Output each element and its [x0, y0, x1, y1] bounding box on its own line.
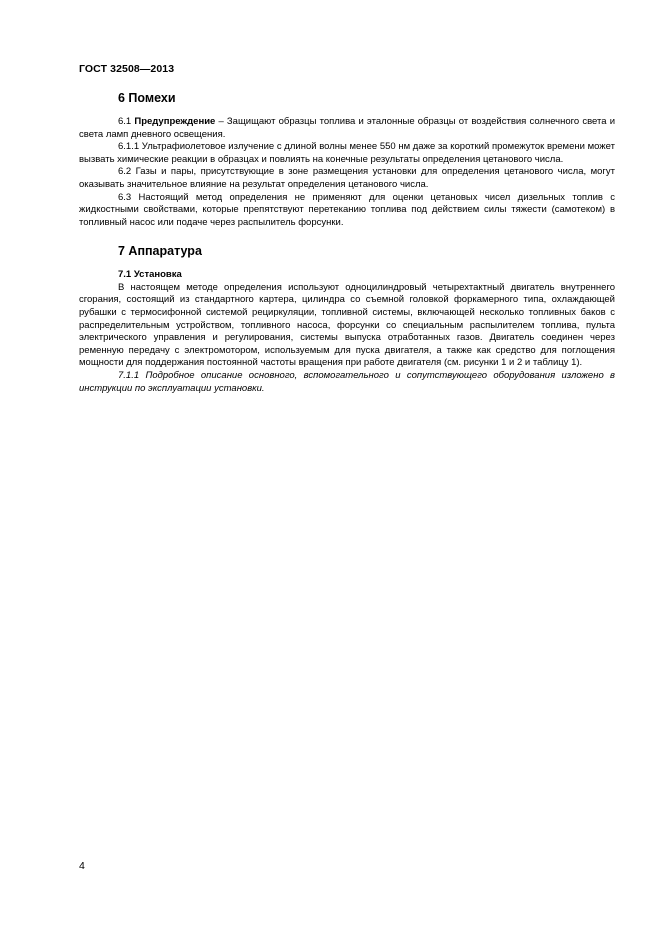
paragraph-6-2: 6.2 Газы и пары, присутствующие в зоне размещения установки для определения цетанового числа, могут оказывать значительное влияние на результат определения цетанового числа. — [79, 166, 615, 190]
page-number: 4 — [79, 860, 85, 872]
paragraph-7-1-1: 7.1.1 Подробное описание основного, вспомогательного и сопутствующего оборудования изложено в инструкции по эксплуатации установки. — [79, 370, 615, 394]
paragraph-7-1: В настоящем методе определения используют одноцилиндровый четырехтактный двигатель внутреннего сгорания, состоящий из стандартного картера, цилиндра со съемной головкой форкамерного типа, охлаждающей рубашки с термосифонной системой рециркуляции, топливной системы, включающей несколько топливных баков с распределительным устройством, топливного насоса, форсунки со специальным распылителем топлива, пульта электрического управления и регулирования, системы выпуска отработанных газов. Двигатель соединен через ременную передачу с электромотором, используемым для пуска двигателя, а также как средство для поглощения мощности для поддержания постоянной частоты вращения при работе двигателя (см. рисунки 1 и 2 и таблицу 1). — [79, 281, 615, 369]
section-6-title: 6 Помехи — [118, 91, 176, 105]
paragraph-6-1-number: 6.1 — [118, 116, 135, 127]
paragraph-6-1-text: – Защищают образцы топлива и эталонные образцы от воздействия солнечного света и света ламп дневного освещения. — [79, 116, 615, 140]
paragraph-6-3: 6.3 Настоящий метод определения не применяют для оценки цетановых чисел дизельных топлив с жидкостными свойствами, которые препятствуют перетеканию топлива под действием силы тяжести (самотеком) в топливный насос или подаче через распылитель форсунки. — [79, 191, 615, 228]
document-body — [79, 90, 615, 395]
paragraph-6-1-1: 6.1.1 Ультрафиолетовое излучение с длиной волны менее 550 нм даже за короткий промежуток времени может вызвать химические реакции в образцах и повлиять на конечные результаты определения цетанового числа. — [79, 141, 615, 165]
document-code-header: ГОСТ 32508—2013 — [79, 63, 175, 75]
subsection-7-1-title: 7.1 Установка — [118, 269, 182, 281]
section-7-title: 7 Аппаратура — [118, 244, 202, 259]
paragraph-6-1 — [79, 116, 615, 141]
warning-label: Предупреждение — [134, 116, 216, 127]
